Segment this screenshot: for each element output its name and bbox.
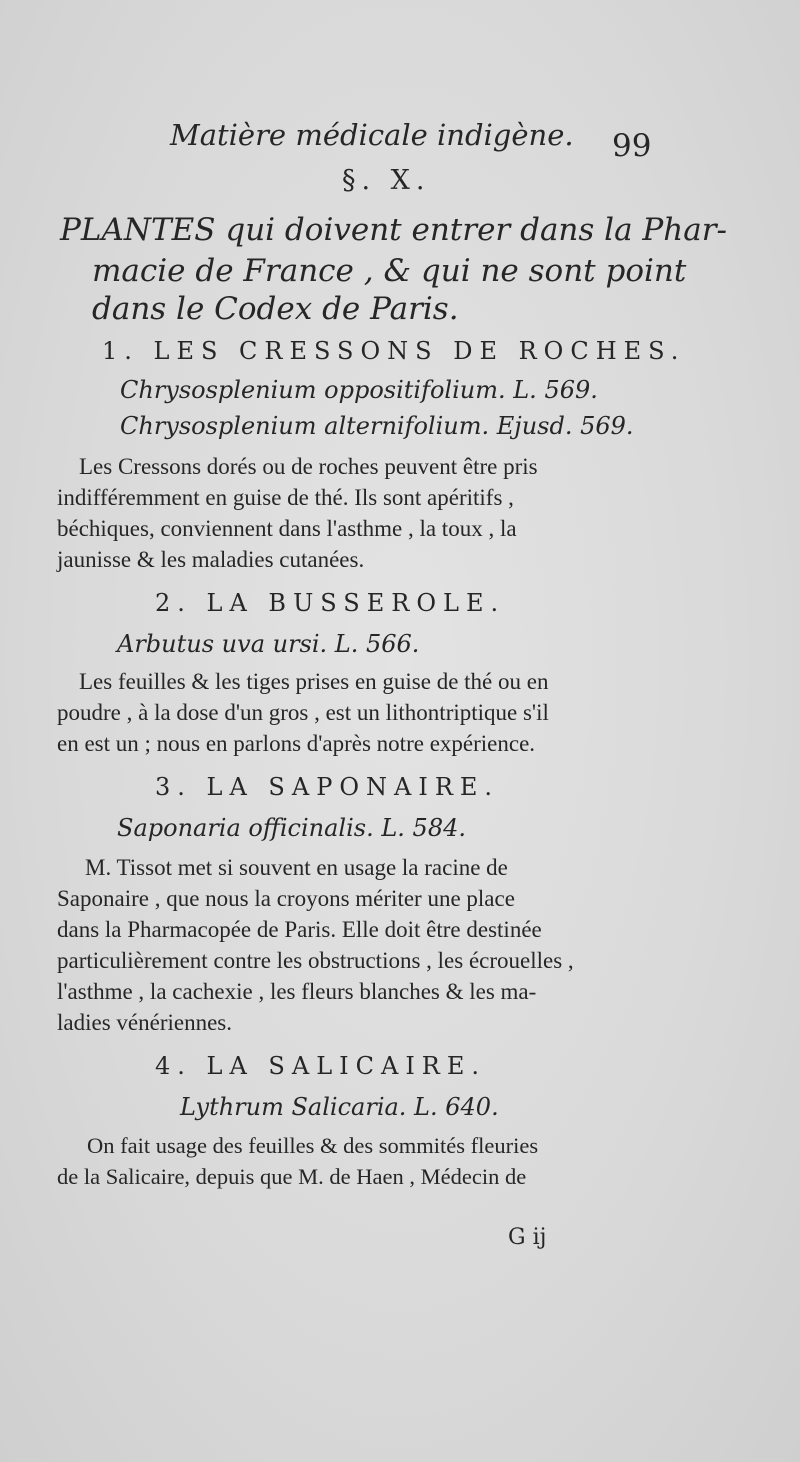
body-line: On fait usage des feuilles & des sommités fleuries: [87, 1133, 539, 1158]
body-line: Saponaire , que nous la croyons mériter une place: [57, 886, 515, 911]
latin-name: Saponaria officinalis. L. 584.: [117, 814, 466, 842]
entry-heading-saponaire: 3. LA SAPONAIRE.: [155, 773, 500, 801]
body-line: ladies vénériennes.: [57, 1010, 232, 1035]
body-line: jaunisse & les maladies cutanées.: [57, 547, 365, 572]
entry-heading-busserole: 2. LA BUSSEROLE.: [155, 589, 506, 617]
body-line: Les Cressons dorés ou de roches peuvent être pris: [79, 454, 538, 479]
catchword: G ij: [508, 1225, 547, 1250]
latin-name: Lythrum Salicaria. L. 640.: [180, 1093, 499, 1121]
section-number: §. X.: [342, 165, 431, 196]
body-line: particulièrement contre les obstructions , les écrouelles ,: [57, 948, 574, 973]
body-line: l'asthme , la cachexie , les fleurs blanches & les ma-: [57, 979, 537, 1004]
running-head: Matière médicale indigène.: [170, 118, 574, 152]
entry-heading-cressons: 1. LES CRESSONS DE ROCHES.: [102, 337, 686, 365]
section-title-line-2: macie de France , & qui ne sont point: [92, 253, 687, 289]
body-line: béchiques, conviennent dans l'asthme , la toux , la: [57, 516, 517, 541]
body-line: dans la Pharmacopée de Paris. Elle doit être destinée: [57, 917, 542, 942]
latin-name: Chrysosplenium oppositifolium. L. 569.: [120, 376, 598, 404]
body-line: en est un ; nous en parlons d'après notre expérience.: [57, 731, 536, 756]
section-title-line-3: dans le Codex de Paris.: [92, 291, 459, 327]
latin-name: Chrysosplenium alternifolium. Ejusd. 569.: [120, 412, 634, 440]
section-title-line-1: PLANTES qui doivent entrer dans la Phar-: [60, 212, 727, 248]
body-line: M. Tissot met si souvent en usage la racine de: [85, 855, 508, 880]
body-line: poudre , à la dose d'un gros , est un lithontriptique s'il: [57, 700, 549, 725]
page-number: 99: [612, 128, 652, 164]
body-line: indifféremment en guise de thé. Ils sont apéritifs ,: [57, 485, 514, 510]
entry-heading-salicaire: 4. LA SALICAIRE.: [155, 1052, 487, 1080]
body-line: de la Salicaire, depuis que M. de Haen , Médecin de: [57, 1164, 527, 1189]
body-line: Les feuilles & les tiges prises en guise de thé ou en: [79, 669, 549, 694]
latin-name: Arbutus uva ursi. L. 566.: [117, 630, 420, 658]
